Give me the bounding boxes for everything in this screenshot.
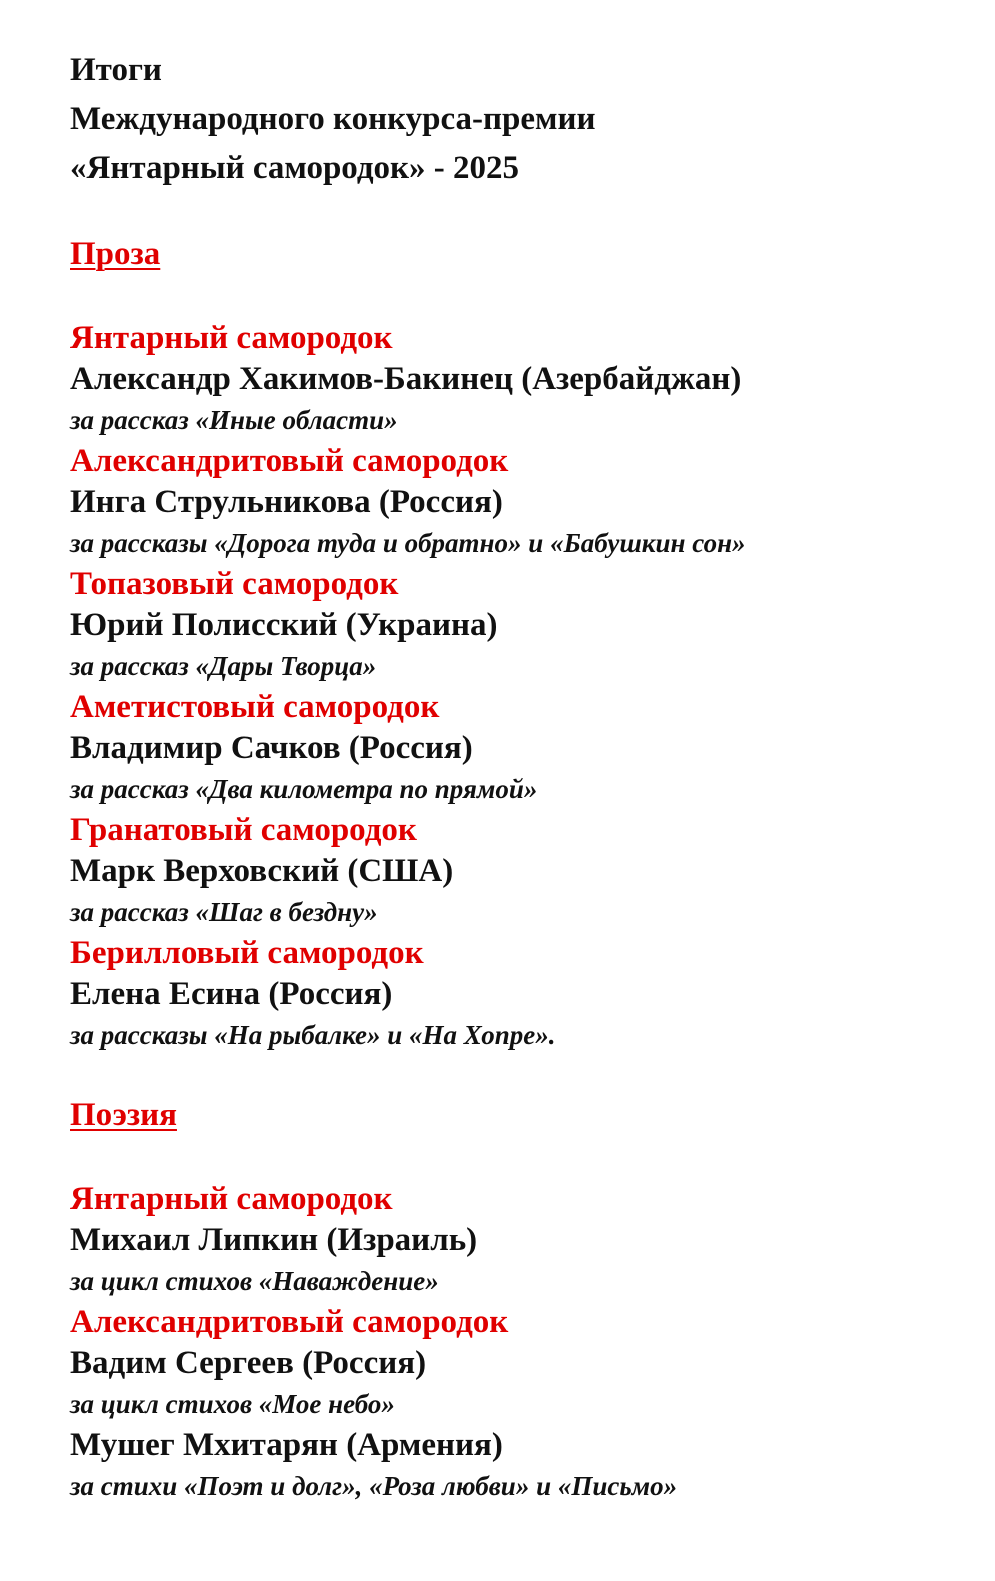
award-entry: [70, 933, 970, 1056]
title-line: Международного конкурса-премии: [70, 101, 596, 137]
award-entry: [70, 687, 970, 810]
work-title: за рассказ «Два километра по прямой»: [70, 774, 538, 804]
award-name: Топазовый самородок: [70, 566, 399, 602]
award-entry: [70, 441, 970, 564]
laureate-name: Юрий Полисский (Украина): [70, 607, 498, 643]
work-title: за рассказы «На рыбалке» и «На Хопре».: [70, 1020, 556, 1050]
award-name: Берилловый самородок: [70, 935, 424, 971]
section-heading-poetry: Поэзия: [70, 1097, 177, 1133]
award-name: Гранатовый самородок: [70, 812, 417, 848]
work-title: за стихи «Поэт и долг», «Роза любви» и «Письмо»: [70, 1471, 678, 1501]
award-entry: [70, 810, 970, 933]
award-entry: [70, 318, 970, 441]
work-title: за цикл стихов «Наваждение»: [70, 1266, 439, 1296]
award-name: Янтарный самородок: [70, 320, 393, 356]
award-entry: [70, 1425, 970, 1507]
award-name: Александритовый самородок: [70, 1304, 509, 1340]
prose-entries: [70, 318, 970, 1056]
laureate-name: Инга Струльникова (Россия): [70, 484, 503, 520]
laureate-name: Михаил Липкин (Израиль): [70, 1222, 478, 1258]
work-title: за рассказ «Шаг в бездну»: [70, 897, 378, 927]
laureate-name: Марк Верховский (США): [70, 853, 454, 889]
award-name: Александритовый самородок: [70, 443, 509, 479]
laureate-name: Александр Хакимов-Бакинец (Азербайджан): [70, 361, 742, 397]
section-prose: [70, 234, 970, 1056]
laureate-name: Елена Есина (Россия): [70, 976, 393, 1012]
laureate-name: Вадим Сергеев (Россия): [70, 1345, 427, 1381]
title-line: «Янтарный самородок» - 2025: [70, 150, 520, 186]
section-poetry: [70, 1095, 970, 1507]
work-title: за цикл стихов «Мое небо»: [70, 1389, 395, 1419]
document-page: [70, 46, 970, 1507]
document-title: [70, 46, 970, 193]
award-name: Аметистовый самородок: [70, 689, 440, 725]
award-entry: [70, 1302, 970, 1425]
laureate-name: Владимир Сачков (Россия): [70, 730, 473, 766]
title-line: Итоги: [70, 52, 162, 88]
award-entry: [70, 564, 970, 687]
laureate-name: Мушег Мхитарян (Армения): [70, 1427, 503, 1463]
work-title: за рассказы «Дорога туда и обратно» и «Бабушкин сон»: [70, 528, 746, 558]
work-title: за рассказ «Иные области»: [70, 405, 398, 435]
award-entry: [70, 1179, 970, 1302]
award-name: Янтарный самородок: [70, 1181, 393, 1217]
section-heading-prose: Проза: [70, 236, 161, 272]
poetry-entries: [70, 1179, 970, 1507]
work-title: за рассказ «Дары Творца»: [70, 651, 377, 681]
